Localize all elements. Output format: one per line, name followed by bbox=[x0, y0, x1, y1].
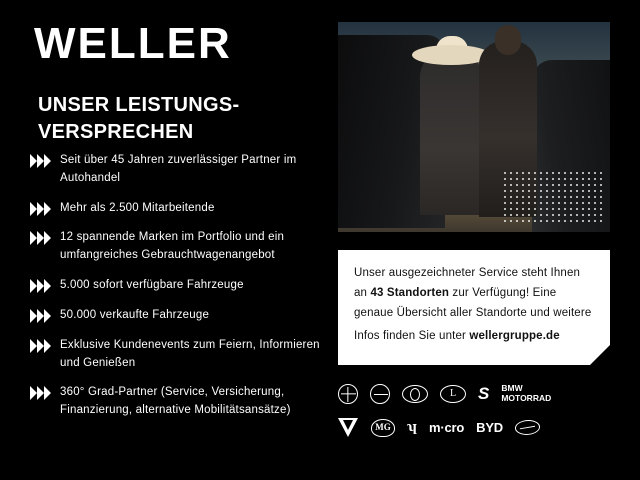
byd-logo-icon: BYD bbox=[476, 420, 503, 435]
chevron-right-icon bbox=[30, 154, 54, 169]
service-text-part-1: Unser ausgezeichneter Service steht Ihnen an bbox=[354, 267, 581, 299]
photo-person-with-hat bbox=[420, 51, 482, 215]
brand-logo-row-1 bbox=[338, 384, 610, 404]
triangle-brand-logo-icon bbox=[338, 418, 359, 437]
photo-person-head bbox=[495, 25, 521, 55]
list-item bbox=[30, 277, 330, 295]
bmw-motorrad-line-1: BMW bbox=[501, 383, 523, 394]
website-url-link[interactable]: wellergruppe.de bbox=[469, 330, 560, 343]
halftone-dot-pattern bbox=[502, 170, 606, 226]
bmw-motorrad-line-2: MOTORRAD bbox=[501, 393, 552, 403]
photo-hat-brim bbox=[412, 45, 490, 65]
list-item-label: 360° Grad-Partner (Service, Versicherung, Finanzierung, alternative Mobilitätsansätze) bbox=[60, 386, 291, 417]
chevron-right-icon bbox=[30, 231, 54, 246]
bmw-motorrad-logo-icon bbox=[501, 384, 551, 404]
headline-line-1: UNSER LEISTUNGS- bbox=[38, 94, 240, 116]
corner-fold-decoration bbox=[589, 344, 611, 366]
list-item-label: 50.000 verkaufte Fahrzeuge bbox=[60, 308, 210, 321]
list-item-label: Seit über 45 Jahren zuverlässiger Partner im Autohandel bbox=[60, 154, 297, 184]
list-item-label: 12 spannende Marken im Portfolio und ein umfangreiches Gebrauchtwagenangebot bbox=[60, 231, 285, 262]
list-item bbox=[30, 384, 330, 420]
mg-logo-icon: MG bbox=[371, 419, 395, 437]
service-text-part-2: zur Verfügung! Eine genaue Übersicht aller Standorte und weitere Infos finden Sie unter bbox=[354, 286, 592, 343]
brand-logo-row-2 bbox=[338, 418, 610, 437]
bmw-logo-icon bbox=[338, 384, 358, 404]
list-item bbox=[30, 152, 330, 188]
lexus-logo-icon: L bbox=[440, 385, 466, 403]
service-locations-count: 43 Standorten bbox=[370, 286, 450, 299]
benefits-list bbox=[30, 152, 330, 432]
list-item-label: 5.000 sofort verfügbare Fahrzeuge bbox=[60, 279, 244, 292]
chevron-right-icon bbox=[30, 279, 54, 294]
list-item bbox=[30, 307, 330, 325]
chevron-right-icon bbox=[30, 309, 54, 324]
mini-logo-icon bbox=[370, 384, 390, 404]
h-brand-logo-icon: ʮ bbox=[407, 419, 417, 435]
suzuki-logo-icon: S bbox=[478, 384, 490, 403]
brand-logo-weller: WELLER bbox=[34, 19, 232, 68]
brand-logo-strip bbox=[338, 384, 610, 451]
page-title bbox=[38, 92, 318, 146]
chevron-right-icon bbox=[30, 386, 54, 401]
chevron-right-icon bbox=[30, 202, 54, 217]
chevron-right-icon bbox=[30, 339, 54, 354]
hero-photo bbox=[338, 22, 610, 232]
list-item bbox=[30, 200, 330, 218]
micro-logo-icon: m·cro bbox=[429, 420, 465, 435]
hyundai-logo-icon bbox=[514, 420, 541, 435]
service-info-box bbox=[338, 250, 610, 365]
list-item bbox=[30, 229, 330, 265]
headline-line-2: VERSPRECHEN bbox=[38, 121, 194, 143]
toyota-logo-icon bbox=[402, 385, 428, 403]
list-item-label: Exklusive Kundenevents zum Feiern, Informieren und Genießen bbox=[60, 338, 320, 369]
list-item-label: Mehr als 2.500 Mitarbeitende bbox=[60, 201, 215, 214]
list-item bbox=[30, 337, 330, 373]
